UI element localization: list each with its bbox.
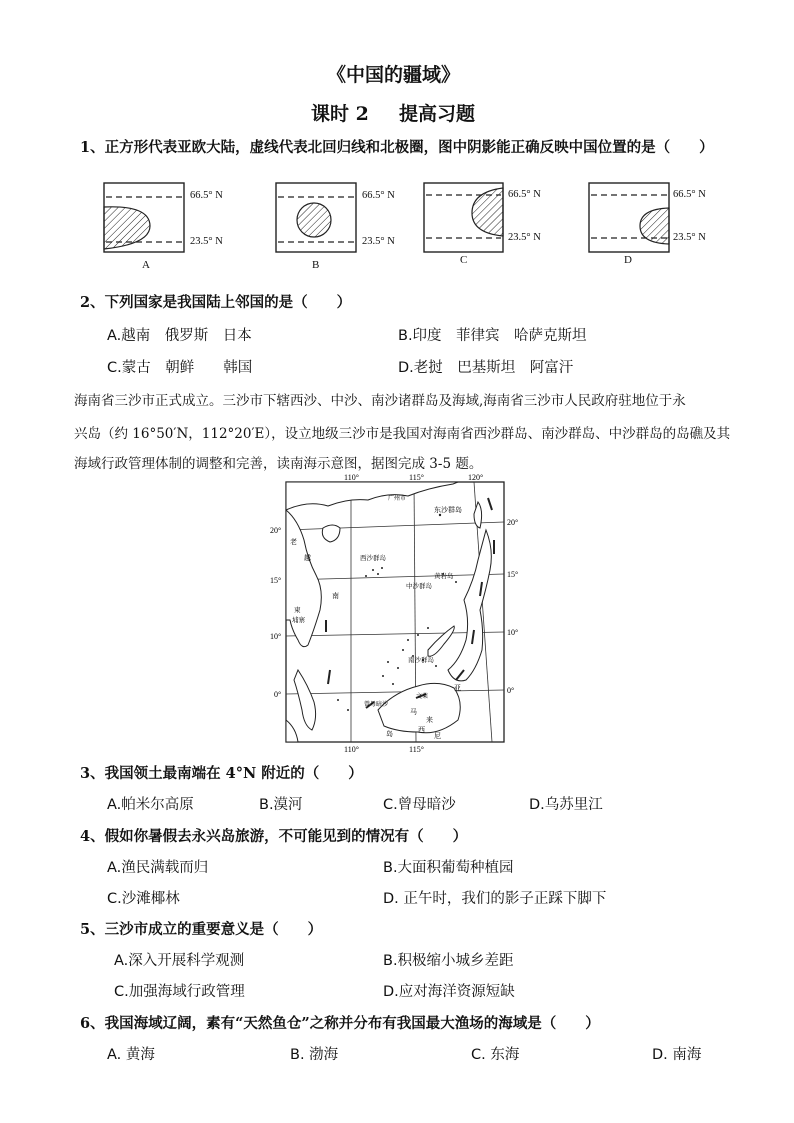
passage-line-2: 兴岛（约 16°50′N，112°20′E），设立地级三沙市是我国对海南省西沙群岛、南沙群岛、中沙群岛的岛礁及其 [74, 426, 731, 442]
map-label-ma: 马 [410, 708, 417, 716]
map-lat-right-0: 0° [507, 686, 515, 695]
map-label-ya: 亚 [454, 684, 461, 692]
q4-option-b[interactable]: B.大面积葡萄种植园 [383, 860, 514, 876]
q1-diagram-a [104, 183, 184, 252]
question-4-stem: 4、假如你暑假去永兴岛旅游，不可能见到的情况有（ ） [80, 828, 468, 845]
map-label-zengmu: 曾母暗沙 [364, 702, 389, 708]
lesson-topic: 提高习题 [399, 103, 476, 125]
q1-a-lat-top: 66.5° N [190, 190, 223, 201]
map-label-dongsha: 东沙群岛 [434, 506, 462, 514]
q5-option-a[interactable]: A.深入开展科学观测 [114, 953, 245, 969]
q2-option-a[interactable]: A.越南 俄罗斯 日本 [107, 328, 252, 344]
map-label-puzhai: 埔寨 [292, 617, 305, 624]
map-lat-right-10: 10° [507, 628, 519, 637]
south-china-sea-map [268, 470, 526, 755]
q5-option-d[interactable]: D.应对海洋资源短缺 [383, 984, 515, 1000]
map-lat-right-20: 20° [507, 518, 519, 527]
q2-option-b[interactable]: B.印度 菲律宾 哈萨克斯坦 [398, 328, 587, 344]
q5-option-b[interactable]: B.积极缩小城乡差距 [383, 953, 514, 969]
map-label-xi: 西 [418, 726, 425, 734]
map-lon-bottom-110: 110° [344, 745, 359, 754]
map-lat-left-10: 10° [270, 632, 282, 641]
q2-option-c[interactable]: C.蒙古 朝鲜 韩国 [107, 360, 253, 376]
question-6-stem: 6、我国海域辽阔，素有“天然鱼仓”之称并分布有我国最大渔场的海域是（ ） [80, 1015, 600, 1032]
q3-option-d[interactable]: D.乌苏里江 [529, 797, 603, 813]
q4-option-a[interactable]: A.渔民满载而归 [107, 860, 209, 876]
map-label-nansha: 南沙群岛 [408, 657, 434, 664]
q4-option-c[interactable]: C.沙滩椰林 [107, 891, 180, 907]
q4-option-d[interactable]: D. 正午时，我们的影子正踩下脚下 [383, 891, 607, 907]
q1-diagram-d [589, 183, 669, 252]
q5-option-c[interactable]: C.加强海域行政管理 [114, 984, 245, 1000]
map-lat-left-0: 0° [274, 690, 282, 699]
q1-diagram-b [276, 183, 356, 252]
passage-line-3: 海域行政管理体制的调整和完善，读南海示意图，据图完成 3-5 题。 [74, 456, 483, 472]
q6-option-a[interactable]: A. 黄海 [107, 1047, 155, 1063]
map-label-xisha: 西沙群岛 [360, 555, 386, 562]
q1-c-lat-top: 66.5° N [508, 189, 541, 200]
map-label-nan: 南 [332, 592, 339, 600]
q1-b-lat-top: 66.5° N [362, 190, 395, 201]
lesson-label: 课时 2 [311, 103, 369, 125]
q1-c-lat-bottom: 23.5° N [508, 232, 541, 243]
q1-shade-b [297, 203, 331, 237]
map-label-yue: 越 [304, 554, 311, 562]
question-3-stem: 3、我国领土最南端在 4°N 附近的（ ） [80, 765, 363, 782]
map-lon-top-120: 120° [468, 473, 484, 482]
map-label-guangzhou: 广州市 [388, 496, 407, 502]
map-lat-left-20: 20° [270, 526, 282, 535]
q1-d-lat-bottom: 23.5° N [673, 232, 706, 243]
question-5-stem: 5、三沙市成立的重要意义是（ ） [80, 921, 323, 938]
question-2-stem: 2、下列国家是我国陆上邻国的是（ ） [80, 294, 352, 311]
q1-letter-c: C [460, 254, 468, 266]
passage-line-1: 海南省三沙市正式成立。三沙市下辖西沙、中沙、南沙诸群岛及海域,海南省三沙市人民政府驻地位于永 [74, 393, 686, 409]
map-label-huangyan: 黄岩岛 [434, 573, 454, 580]
q1-letter-b: B [312, 259, 320, 271]
map-label-lai: 来 [426, 716, 433, 724]
map-label-zhongsha: 中沙群岛 [406, 583, 432, 590]
map-label-ni: 尼 [434, 732, 441, 740]
q3-option-b[interactable]: B.漠河 [259, 797, 303, 813]
q6-option-d[interactable]: D. 南海 [652, 1047, 702, 1063]
map-lat-left-15: 15° [270, 576, 282, 585]
question-1-stem: 1、正方形代表亚欧大陆，虚线代表北回归线和北极圈，图中阴影能正确反映中国位置的是（ ） [80, 139, 714, 156]
q1-letter-a: A [142, 259, 150, 271]
q6-option-b[interactable]: B. 渤海 [290, 1047, 339, 1063]
q1-d-lat-top: 66.5° N [673, 189, 706, 200]
q1-b-lat-bottom: 23.5° N [362, 236, 395, 247]
q3-option-a[interactable]: A.帕米尔高原 [107, 797, 194, 813]
q1-letter-d: D [624, 254, 632, 266]
q6-option-c[interactable]: C. 东海 [471, 1047, 520, 1063]
map-lat-right-15: 15° [507, 570, 519, 579]
q2-option-d[interactable]: D.老挝 巴基斯坦 阿富汗 [398, 360, 574, 376]
q1-a-lat-bottom: 23.5° N [190, 236, 223, 247]
map-lon-top-115: 115° [409, 473, 424, 482]
map-lon-top-110: 110° [344, 473, 359, 482]
map-lon-bottom-115: 115° [409, 745, 424, 754]
map-label-dao: 岛 [386, 730, 393, 738]
q3-option-c[interactable]: C.曾母暗沙 [383, 797, 456, 813]
map-label-wenlai: 文莱 [416, 694, 429, 700]
map-label-lao: 老 [290, 538, 297, 546]
q1-diagram-c [424, 183, 503, 252]
map-label-jian: 柬 [294, 607, 301, 614]
q1-hatch-defs [0, 0, 794, 300]
page-title: 《中国的疆域》 [327, 64, 461, 86]
